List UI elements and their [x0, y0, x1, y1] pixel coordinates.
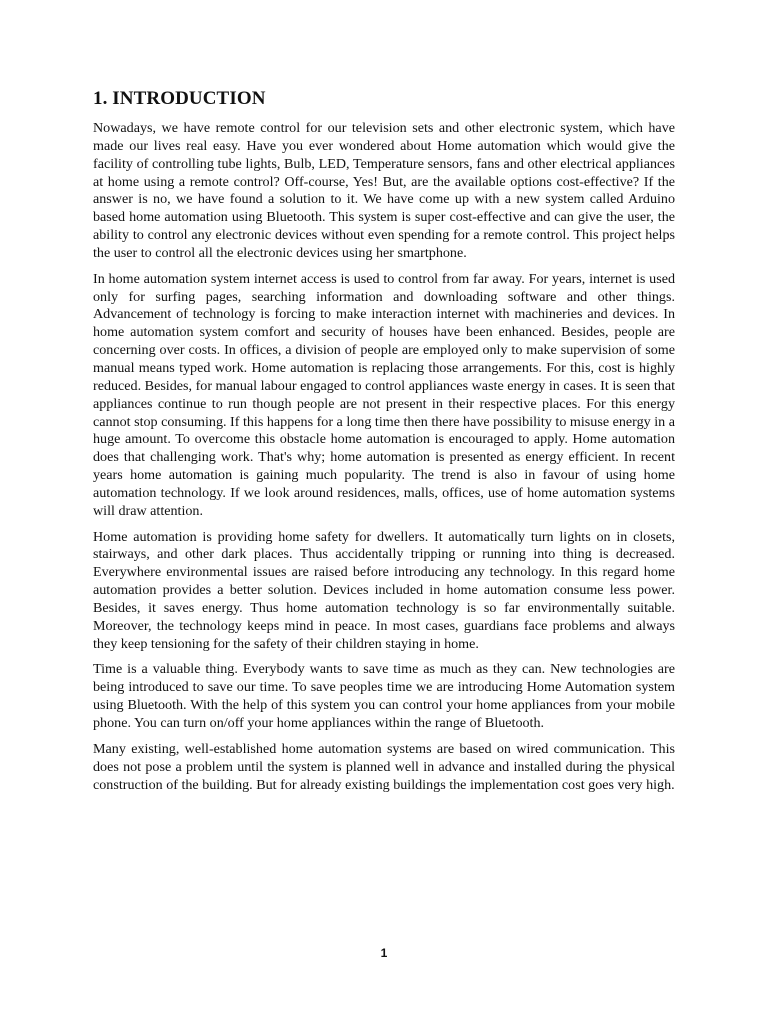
paragraph-1: Nowadays, we have remote control for our television sets and other electronic system, which have made our lives real easy. Have you ever wondered about Home automation which would give the facility of controlling tube lights, Bulb, LED, Temperature sensors, fans and other electrical appliances at home using a remote control? Off-course, Yes! But, are the available options cost-effective? If the answer is no, we have found a solution to it. We have come up with a new system called Arduino based home automation using Bluetooth. This system is super cost-effective and can give the user, the ability to control any electronic devices without even spending for a remote control. This project helps the user to control all the electronic devices using her smartphone.	[93, 120, 675, 261]
document-page	[93, 86, 675, 802]
paragraph-4: Time is a valuable thing. Everybody wants to save time as much as they can. New technologies are being introduced to save our time. To save peoples time we are introducing Home Automation system using Bluetooth. With the help of this system you can control your home appliances from your mobile phone. You can turn on/off your home appliances within the range of Bluetooth.	[93, 661, 675, 731]
page-number: 1	[380, 946, 388, 960]
paragraph-5: Many existing, well-established home automation systems are based on wired communication. This does not pose a problem until the system is planned well in advance and installed during the physical construction of the building. But for already existing buildings the implementation cost goes very high.	[93, 740, 675, 793]
paragraph-3: Home automation is providing home safety for dwellers. It automatically turn lights on in closets, stairways, and other dark places. Thus accidentally tripping or running into thing is decreased. Everywhere environmental issues are raised before introducing any technology. In this regard home automation provides a better solution. Devices included in home automation consume less power. Besides, it saves energy. Thus home automation technology is so far environmentally suitable. Moreover, the technology keeps mind in peace. In most cases, guardians face problems and always they keep tensioning for the safety of their children staying in home.	[93, 528, 675, 652]
paragraph-2: In home automation system internet access is used to control from far away. For years, internet is used only for surfing pages, searching information and downloading software and other things. Advancement of technology is forcing to make interaction internet with machineries and devices. In home automation system comfort and security of houses have been enhanced. Besides, people are concerning over costs. In offices, a division of people are employed only to make supervision of some manual means typed work. Home automation is replacing those arrangements. For this, cost is highly reduced. Besides, for manual labour engaged to control appliances waste energy in cases. It is seen that appliances continue to run though people are not present in their respective places. For this energy cannot stop consuming. If this happens for a long time then there have possibility to misuse energy in a huge amount. To overcome this obstacle home automation is encouraged to apply. Home automation does that challenging work. That's why; home automation is presented as energy efficient. In recent years home automation is gaining much popularity. The trend is also in favour of using home automation technology. If we look around residences, malls, offices, use of home automation systems will draw attention.	[93, 270, 675, 519]
section-heading: 1. INTRODUCTION	[93, 88, 266, 109]
